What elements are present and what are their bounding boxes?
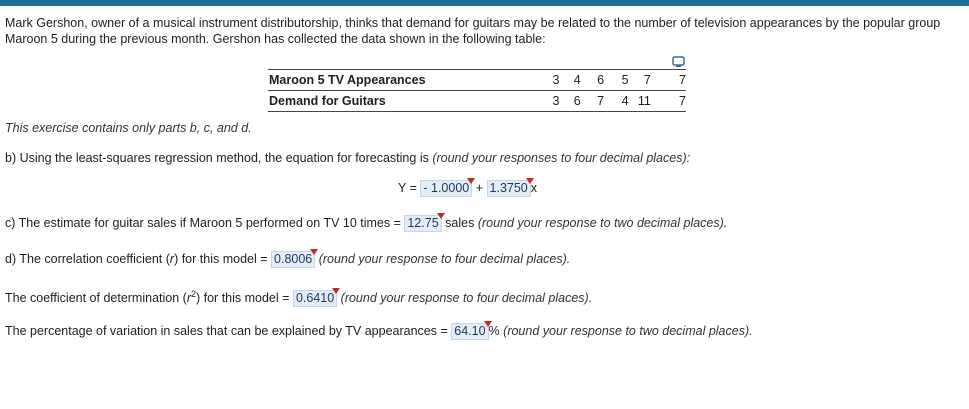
part-c-text: c) The estimate for guitar sales if Maroon 5 performed on TV 10 times = — [5, 216, 401, 230]
table-cell: 3 — [531, 70, 560, 91]
percentage-line — [5, 323, 753, 340]
r-variable: r — [169, 252, 175, 266]
part-b-prompt — [5, 151, 690, 165]
sales-word: sales — [445, 216, 475, 230]
part-d-hint: (round your response to four decimal places). — [318, 252, 571, 266]
part-c-hint: (round your response to two decimal places). — [477, 216, 728, 230]
table-cell: 6 — [581, 70, 604, 91]
answer-flag-icon — [332, 288, 340, 294]
table-cell: 5 — [604, 70, 628, 91]
answer-flag-icon — [437, 213, 445, 219]
slope-value: 1.3750 — [489, 181, 528, 195]
intercept-answer-box[interactable] — [420, 180, 472, 197]
parts-note: This exercise contains only parts b, c, and d. — [5, 121, 252, 135]
y-label: Y = — [398, 181, 417, 195]
table-cell: 7 — [651, 70, 686, 91]
r-variable: r — [186, 291, 191, 306]
estimate-answer-box[interactable] — [404, 215, 441, 232]
table-cell: 7 — [651, 91, 686, 112]
problem-intro: Mark Gershon, owner of a musical instrument distributorship, thinks that demand for guitars may be related to the number of television appearances by the popular group Maroon 5 during the previous month. Gershon has collected the data shown in the following table: — [5, 16, 941, 46]
part-d-line — [5, 251, 570, 268]
answer-flag-icon — [310, 249, 318, 255]
row-label: Demand for Guitars — [268, 91, 531, 112]
copy-table-icon[interactable] — [672, 56, 686, 68]
answer-flag-icon — [526, 178, 534, 184]
percentage-answer-box[interactable] — [451, 323, 488, 340]
percentage-text: The percentage of variation in sales that can be explained by TV appearances = — [5, 324, 448, 338]
data-table — [268, 69, 686, 112]
answer-flag-icon — [484, 321, 492, 327]
regression-equation — [398, 180, 537, 197]
estimate-value: 12.75 — [407, 216, 439, 230]
table-cell: 4 — [604, 91, 628, 112]
table-cell: 4 — [559, 70, 580, 91]
answer-flag-icon — [467, 178, 475, 184]
table-cell: 11 — [629, 91, 651, 112]
determination-answer-box[interactable] — [293, 290, 337, 307]
percentage-value: 64.10 — [454, 324, 486, 338]
percentage-hint: (round your response to two decimal places). — [503, 324, 753, 338]
exponent: 2 — [190, 289, 196, 299]
part-b-hint: (round your responses to four decimal places): — [432, 151, 691, 165]
part-c-line — [5, 215, 727, 232]
determination-hint: (round your response to four decimal places). — [340, 291, 593, 306]
top-accent-bar — [0, 0, 969, 6]
plus-sign: + — [475, 181, 484, 195]
row-label: Maroon 5 TV Appearances — [268, 70, 531, 91]
percent-unit: % — [488, 324, 500, 338]
determination-text — [5, 291, 289, 305]
table-cell: 7 — [629, 70, 651, 91]
determination-value: 0.6410 — [295, 291, 335, 306]
part-b-text: b) Using the least-squares regression method, the equation for forecasting is — [5, 151, 429, 165]
intercept-value: - 1.0000 — [423, 181, 470, 195]
table-row — [268, 91, 686, 112]
table-cell: 3 — [531, 91, 560, 112]
table-row — [268, 70, 686, 91]
slope-answer-box[interactable] — [487, 180, 531, 197]
determination-post: ) for this model = — [196, 291, 290, 306]
table-cell: 6 — [559, 91, 580, 112]
x-variable: x — [530, 181, 538, 195]
part-d-text — [5, 252, 268, 266]
table-cell: 7 — [581, 91, 604, 112]
part-d-post: ) for this model = — [174, 252, 268, 266]
correlation-answer-box[interactable] — [271, 251, 315, 268]
determination-line — [5, 289, 592, 307]
determination-pre: The coefficient of determination ( — [5, 291, 187, 306]
correlation-value: 0.8006 — [274, 252, 313, 266]
part-d-pre: d) The correlation coefficient ( — [5, 252, 170, 266]
